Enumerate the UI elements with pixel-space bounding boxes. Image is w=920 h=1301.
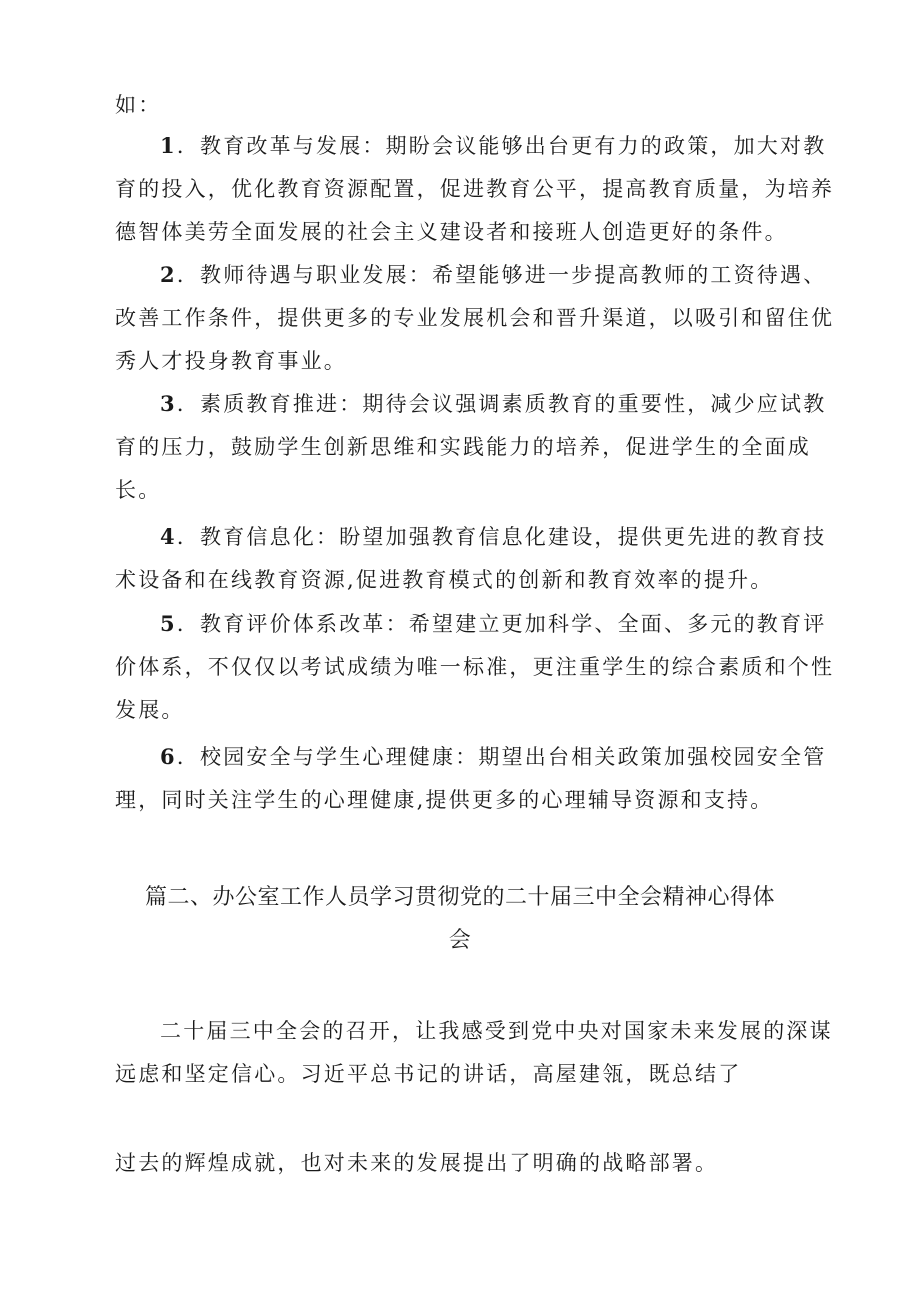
list-item-1-line-1: 1．教育改革与发展：期盼会议能够出台更有力的政策，加大对教 <box>160 133 827 158</box>
list-item-2-line-3: 秀人才投身教育事业。 <box>115 349 347 373</box>
list-item-5-line-3: 发展。 <box>115 698 185 722</box>
body-paragraph-line-2: 远虑和坚定信心。习近平总书记的讲话，高屋建瓴，既总结了 <box>115 1062 742 1086</box>
list-item-6-line-2: 理，同时关注学生的心理健康,提供更多的心理辅导资源和支持。 <box>115 788 774 812</box>
body-paragraph-line-1: 二十届三中全会的召开，让我感受到党中央对国家未来发展的深谋 <box>160 1019 833 1043</box>
list-item-2-line-1: 2．教师待遇与职业发展：希望能够进一步提高教师的工资待遇、 <box>160 262 827 287</box>
list-item-number: 3 <box>160 391 177 416</box>
list-item-1-line-3: 德智体美劳全面发展的社会主义建设者和接班人创造更好的条件。 <box>115 220 788 244</box>
list-item-3-line-1: 3．素质教育推进：期待会议强调素质教育的重要性，减少应试教 <box>160 391 827 416</box>
list-item-3-line-3: 长。 <box>115 478 162 502</box>
list-item-4-line-2: 术设备和在线教育资源,促进教育模式的创新和教育效率的提升。 <box>115 568 774 592</box>
list-item-5-line-1: 5．教育评价体系改革：希望建立更加科学、全面、多元的教育评 <box>160 611 827 636</box>
list-item-number: 2 <box>160 262 177 287</box>
section-heading-line-2: 会 <box>448 928 472 953</box>
intro-text: 如： <box>115 93 162 117</box>
list-item-5-line-2: 价体系，不仅仅以考试成绩为唯一标准，更注重学生的综合素质和个性 <box>115 655 835 679</box>
list-item-1-line-2: 育的投入，优化教育资源配置，促进教育公平，提高教育质量，为培养 <box>115 177 835 201</box>
section-heading-line-1: 篇二、办公室工作人员学习贯彻党的二十届三中全会精神心得体 <box>144 885 775 910</box>
list-item-number: 1 <box>160 133 177 158</box>
list-item-4-line-1: 4．教育信息化：盼望加强教育信息化建设，提供更先进的教育技 <box>160 524 827 549</box>
list-item-number: 4 <box>160 524 177 549</box>
list-item-2-line-2: 改善工作条件，提供更多的专业发展机会和晋升渠道，以吸引和留住优 <box>115 306 835 330</box>
list-item-number: 6 <box>160 744 177 769</box>
list-item-3-line-2: 育的压力，鼓励学生创新思维和实践能力的培养，促进学生的全面成 <box>115 435 811 459</box>
list-item-6-line-1: 6．校园安全与学生心理健康：期望出台相关政策加强校园安全管 <box>160 744 827 769</box>
body-paragraph-line-3: 过去的辉煌成就，也对未来的发展提出了明确的战略部署。 <box>115 1151 719 1175</box>
list-item-number: 5 <box>160 611 177 636</box>
